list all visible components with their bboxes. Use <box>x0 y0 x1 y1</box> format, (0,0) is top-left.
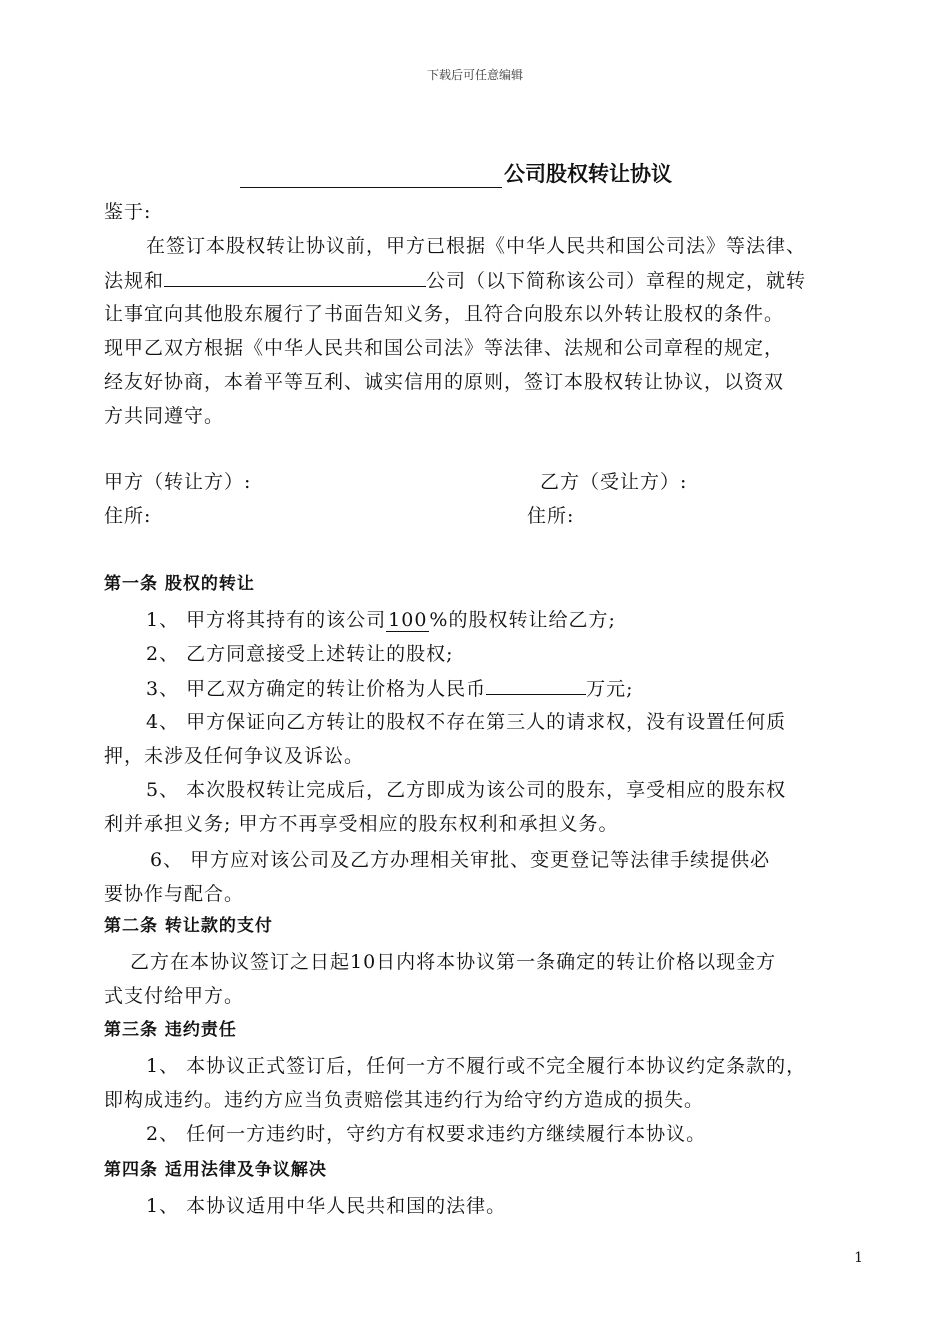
preamble-line: 方共同遵守。 <box>104 405 225 427</box>
party-a-label: 甲方（转让方）: <box>104 471 252 493</box>
article-2-text: 乙方在本协议签订之日起10日内将本协议第一条确定的转让价格以现金方 <box>130 951 777 973</box>
preamble-label: 鉴于: <box>104 201 152 223</box>
article-1-heading: 第一条 股权的转让 <box>104 574 255 594</box>
preamble-line2-suffix: 公司（以下简称该公司）章程的规定，就转 <box>426 270 807 292</box>
article-4-heading: 第四条 适用法律及争议解决 <box>104 1160 327 1180</box>
article-1-item <box>146 606 916 634</box>
article-2-heading: 第二条 转让款的支付 <box>104 916 273 936</box>
price-blank <box>486 674 586 695</box>
party-b-label: 乙方（受让方）: <box>540 471 688 493</box>
preamble-line2-prefix: 法规和 <box>104 270 165 292</box>
article-2-text: 式支付给甲方。 <box>104 985 245 1007</box>
article-1-item-cont: 押，未涉及任何争议及诉讼。 <box>104 745 365 767</box>
company-name-blank <box>240 167 502 188</box>
article-3-heading: 第三条 违约责任 <box>104 1020 237 1040</box>
item3-prefix: 3、 甲乙双方确定的转让价格为人民币 <box>146 678 487 700</box>
page-number: 1 <box>854 1250 863 1266</box>
preamble-line: 让事宜向其他股东履行了书面告知义务，且符合向股东以外转让股权的条件。 <box>104 303 785 325</box>
party-b-address: 住所: <box>527 505 575 527</box>
article-4-item: 1、 本协议适用中华人民共和国的法律。 <box>146 1195 507 1217</box>
preamble-line: 在签订本股权转让协议前，甲方已根据《中华人民共和国公司法》等法律、 <box>146 235 807 257</box>
article-1-item: 4、 甲方保证向乙方转让的股权不存在第三人的请求权，没有设置任何质 <box>146 711 787 733</box>
article-1-item: 2、 乙方同意接受上述转让的股权; <box>146 643 454 665</box>
preamble-line: 经友好协商，本着平等互利、诚实信用的原则，签订本股权转让协议，以资双 <box>104 371 785 393</box>
company-name-blank <box>164 266 426 287</box>
title-text: 公司股权转让协议 <box>504 161 672 186</box>
header-note: 下载后可任意编辑 <box>426 68 523 82</box>
item3-suffix: 万元; <box>586 678 634 700</box>
item1-prefix: 1、 甲方将其持有的该公司 <box>146 609 387 631</box>
article-1-item: 5、 本次股权转让完成后，乙方即成为该公司的股东，享受相应的股东权 <box>146 779 787 801</box>
article-3-item-cont: 即构成违约。违约方应当负责赔偿其违约行为给守约方造成的损失。 <box>104 1089 705 1111</box>
item1-suffix: %的股权转让给乙方; <box>429 609 616 631</box>
article-3-item: 2、 任何一方违约时，守约方有权要求违约方继续履行本协议。 <box>146 1123 707 1145</box>
article-1-item <box>146 674 916 703</box>
article-3-item: 1、 本协议正式签订后，任何一方不履行或不完全履行本协议约定条款的， <box>146 1055 807 1077</box>
article-1-item-cont: 要协作与配合。 <box>104 883 245 905</box>
share-percent-value: 100 <box>388 609 428 631</box>
preamble-line: 现甲乙双方根据《中华人民共和国公司法》等法律、法规和公司章程的规定， <box>104 337 785 359</box>
article-1-item: 6、 甲方应对该公司及乙方办理相关审批、变更登记等法律手续提供必 <box>150 849 771 871</box>
preamble-line <box>104 266 874 295</box>
party-a-address: 住所: <box>104 505 152 527</box>
document-title <box>240 158 760 188</box>
article-1-item-cont: 利并承担义务; 甲方不再享受相应的股东权利和承担义务。 <box>104 813 619 835</box>
